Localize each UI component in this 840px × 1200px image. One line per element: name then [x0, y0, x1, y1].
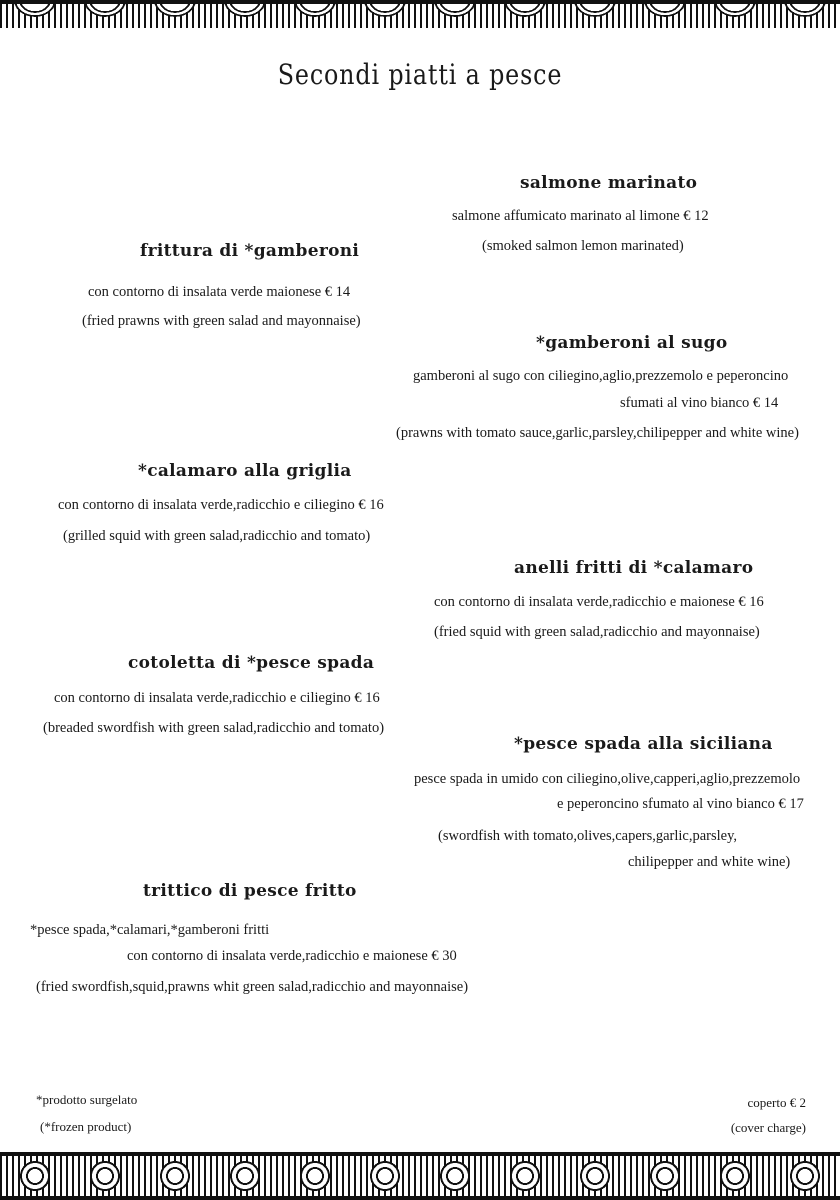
cover-charge-en: (cover charge) [730, 1120, 806, 1135]
dish-name: cotoletta di *pesce spada [128, 653, 375, 673]
frozen-product-note-en: (*frozen product) [40, 1119, 132, 1134]
dish-name: trittico di pesce fritto [143, 881, 357, 901]
dish-translation: chilipepper and white wine) [628, 854, 791, 870]
dish-name: *pesce spada alla siciliana [514, 734, 773, 754]
page-title: Secondi piatti a pesce [277, 58, 563, 91]
dish-description: *pesce spada,*calamari,*gamberoni fritti [30, 922, 270, 938]
dish-translation: (fried prawns with green salad and mayonnaise) [82, 313, 361, 329]
dish-description: e peperoncino sfumato al vino bianco € 17 [557, 796, 804, 812]
dish-name: *gamberoni al sugo [536, 333, 728, 353]
dish-name: frittura di *gamberoni [140, 241, 360, 261]
dish-description: sfumati al vino bianco € 14 [620, 395, 779, 411]
dish-description: con contorno di insalata verde,radicchio e maionese € 16 [434, 594, 764, 610]
dish-translation: (swordfish with tomato,olives,capers,garlic,parsley, [438, 828, 738, 844]
dish-translation: (prawns with tomato sauce,garlic,parsley,chilipepper and white wine) [396, 425, 799, 441]
decorative-border-bottom [0, 1152, 840, 1200]
decorative-border-top [0, 0, 840, 28]
dish-description: con contorno di insalata verde,radicchio e ciliegino € 16 [58, 497, 384, 513]
dish-translation: (fried swordfish,squid,prawns whit green salad,radicchio and mayonnaise) [36, 979, 469, 995]
cover-charge: coperto € 2 [747, 1095, 806, 1110]
dish-name: anelli fritti di *calamaro [514, 558, 754, 578]
dish-translation: (grilled squid with green salad,radicchio and tomato) [63, 528, 371, 544]
dish-description: gamberoni al sugo con ciliegino,aglio,prezzemolo e peperoncino [413, 368, 789, 384]
dish-description: con contorno di insalata verde,radicchio e maionese € 30 [127, 948, 457, 964]
dish-description: con contorno di insalata verde maionese € 14 [88, 284, 351, 300]
dish-translation: (breaded swordfish with green salad,radicchio and tomato) [43, 720, 385, 736]
frozen-product-note: *prodotto surgelato [36, 1092, 138, 1107]
dish-description: pesce spada in umido con ciliegino,olive,capperi,aglio,prezzemolo [414, 771, 801, 787]
dish-translation: (fried squid with green salad,radicchio and mayonnaise) [434, 624, 760, 640]
dish-name: salmone marinato [520, 173, 698, 193]
dish-name: *calamaro alla griglia [138, 461, 352, 481]
dish-translation: (smoked salmon lemon marinated) [482, 238, 684, 254]
dish-description: salmone affumicato marinato al limone € 12 [452, 208, 709, 224]
dish-description: con contorno di insalata verde,radicchio e ciliegino € 16 [54, 690, 380, 706]
